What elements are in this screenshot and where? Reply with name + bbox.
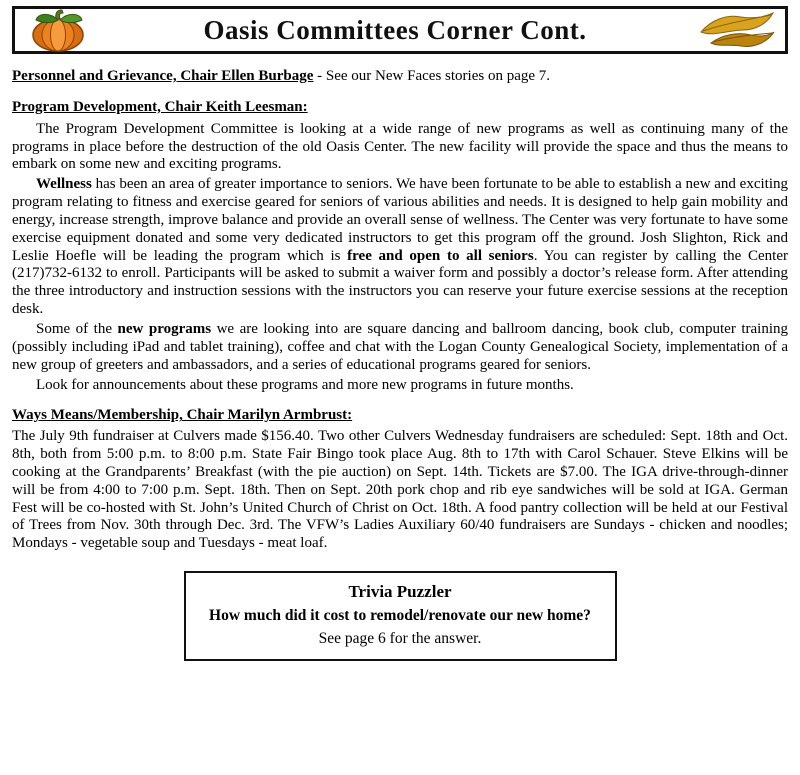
program-development-heading: Program Development, Chair Keith Leesman:: [12, 98, 308, 115]
new-programs-text-1: Some of the: [36, 320, 118, 337]
program-paragraph-wellness: [12, 176, 788, 319]
new-programs-bold-text: new programs: [117, 320, 212, 337]
ways-means-heading: Ways Means/Membership, Chair Marilyn Armbrust:: [12, 407, 353, 424]
trivia-answer-hint: See page 6 for the answer.: [318, 630, 482, 648]
autumn-leaves-graphic: [699, 10, 775, 50]
new-programs-text-2: we are looking into are square dancing and ballroom dancing, book club, computer training (possibly including iPad and tablet training), coffee and chat with the Logan County Genealogical Society, implementation of a new group of greeters and ambassadors, and a series of educational programs geared for seniors.: [12, 320, 788, 373]
page-title: Oasis Committees Corner Cont.: [203, 14, 587, 45]
wellness-bold-text: Wellness: [36, 176, 92, 193]
wellness-body-text-2: . You can register by calling the Center (217)732-6132 to enroll. Participants will be asked to submit a waiver form and possibly a doctor’s release form. After attending the three introductory and instruction sessions with the instructors you can reserve your future exercise sessions at the reception desk.: [12, 247, 788, 318]
program-paragraph-1: The Program Development Committee is looking at a wide range of new programs as well as continuing many of the programs in place before the destruction of the old Oasis Center. The new facility will provide the space and thus the means to embark on some new and exciting programs.: [12, 120, 788, 173]
trivia-puzzler-box: [184, 571, 617, 661]
free-and-open-bold-text: free and open to all seniors: [347, 247, 534, 264]
personnel-grievance-line: [12, 68, 788, 86]
header-banner: [12, 6, 788, 54]
personnel-grievance-text: - See our New Faces stories on page 7.: [313, 68, 551, 84]
autumn-leaves-icon: [699, 10, 775, 50]
wellness-body-text-1: has been an area of greater importance to seniors. We have been fortunate to be able to establish a new and exciting program relating to fitness and exercise geared for seniors of various abilities and needs. It is designed to help gain mobility and energy, increase strength, improve balance and provide an overall sense of wellness. The Center was very fortunate to have some exercise equipment donated and some very dedicated instructors to get this program off the ground. Josh Slighton, Rick and Leslie Hoefle will be leading the program which is: [12, 176, 788, 264]
program-paragraph-new-programs: [12, 321, 788, 375]
pumpkin-graphic: [25, 8, 91, 52]
trivia-question: How much did it cost to remodel/renovate our new home?: [209, 607, 591, 625]
ways-means-paragraph: The July 9th fundraiser at Culvers made $156.40. Two other Culvers Wednesday fundraisers are scheduled: Sept. 18th and Oct. 8th, both from 5:00 p.m. to 8:00 p.m. State Fair Bingo took place Aug. 8th to 17th with Carol Schauer. Steve Elkins will be cooking at the Grandparents’ Breakfast (with the pie auction) on Sept. 14th. Tickets are $7.00. The IGA drive-through-dinner will be from 4:00 to 7:00 p.m. Sept. 18th. Then on Sept. 20th pork chop and rib eye sandwiches will be sold at IGA. German Fest will be co-hosted with St. John’s United Church of Christ on Oct. 18th. A food pantry collection will be held at our Festival of Trees from Nov. 30th through Dec. 3rd. The VFW’s Ladies Auxiliary 60/40 fundraisers are Sundays - chicken and noodles; Mondays - vegetable soup and Tuesdays - meat loaf.: [12, 428, 788, 552]
trivia-title: Trivia Puzzler: [348, 582, 452, 602]
program-paragraph-announcements: Look for announcements about these programs and more new programs in future months.: [36, 376, 574, 393]
personnel-grievance-heading: Personnel and Grievance, Chair Ellen Burbage: [12, 68, 314, 84]
pumpkin-icon: [25, 8, 91, 52]
